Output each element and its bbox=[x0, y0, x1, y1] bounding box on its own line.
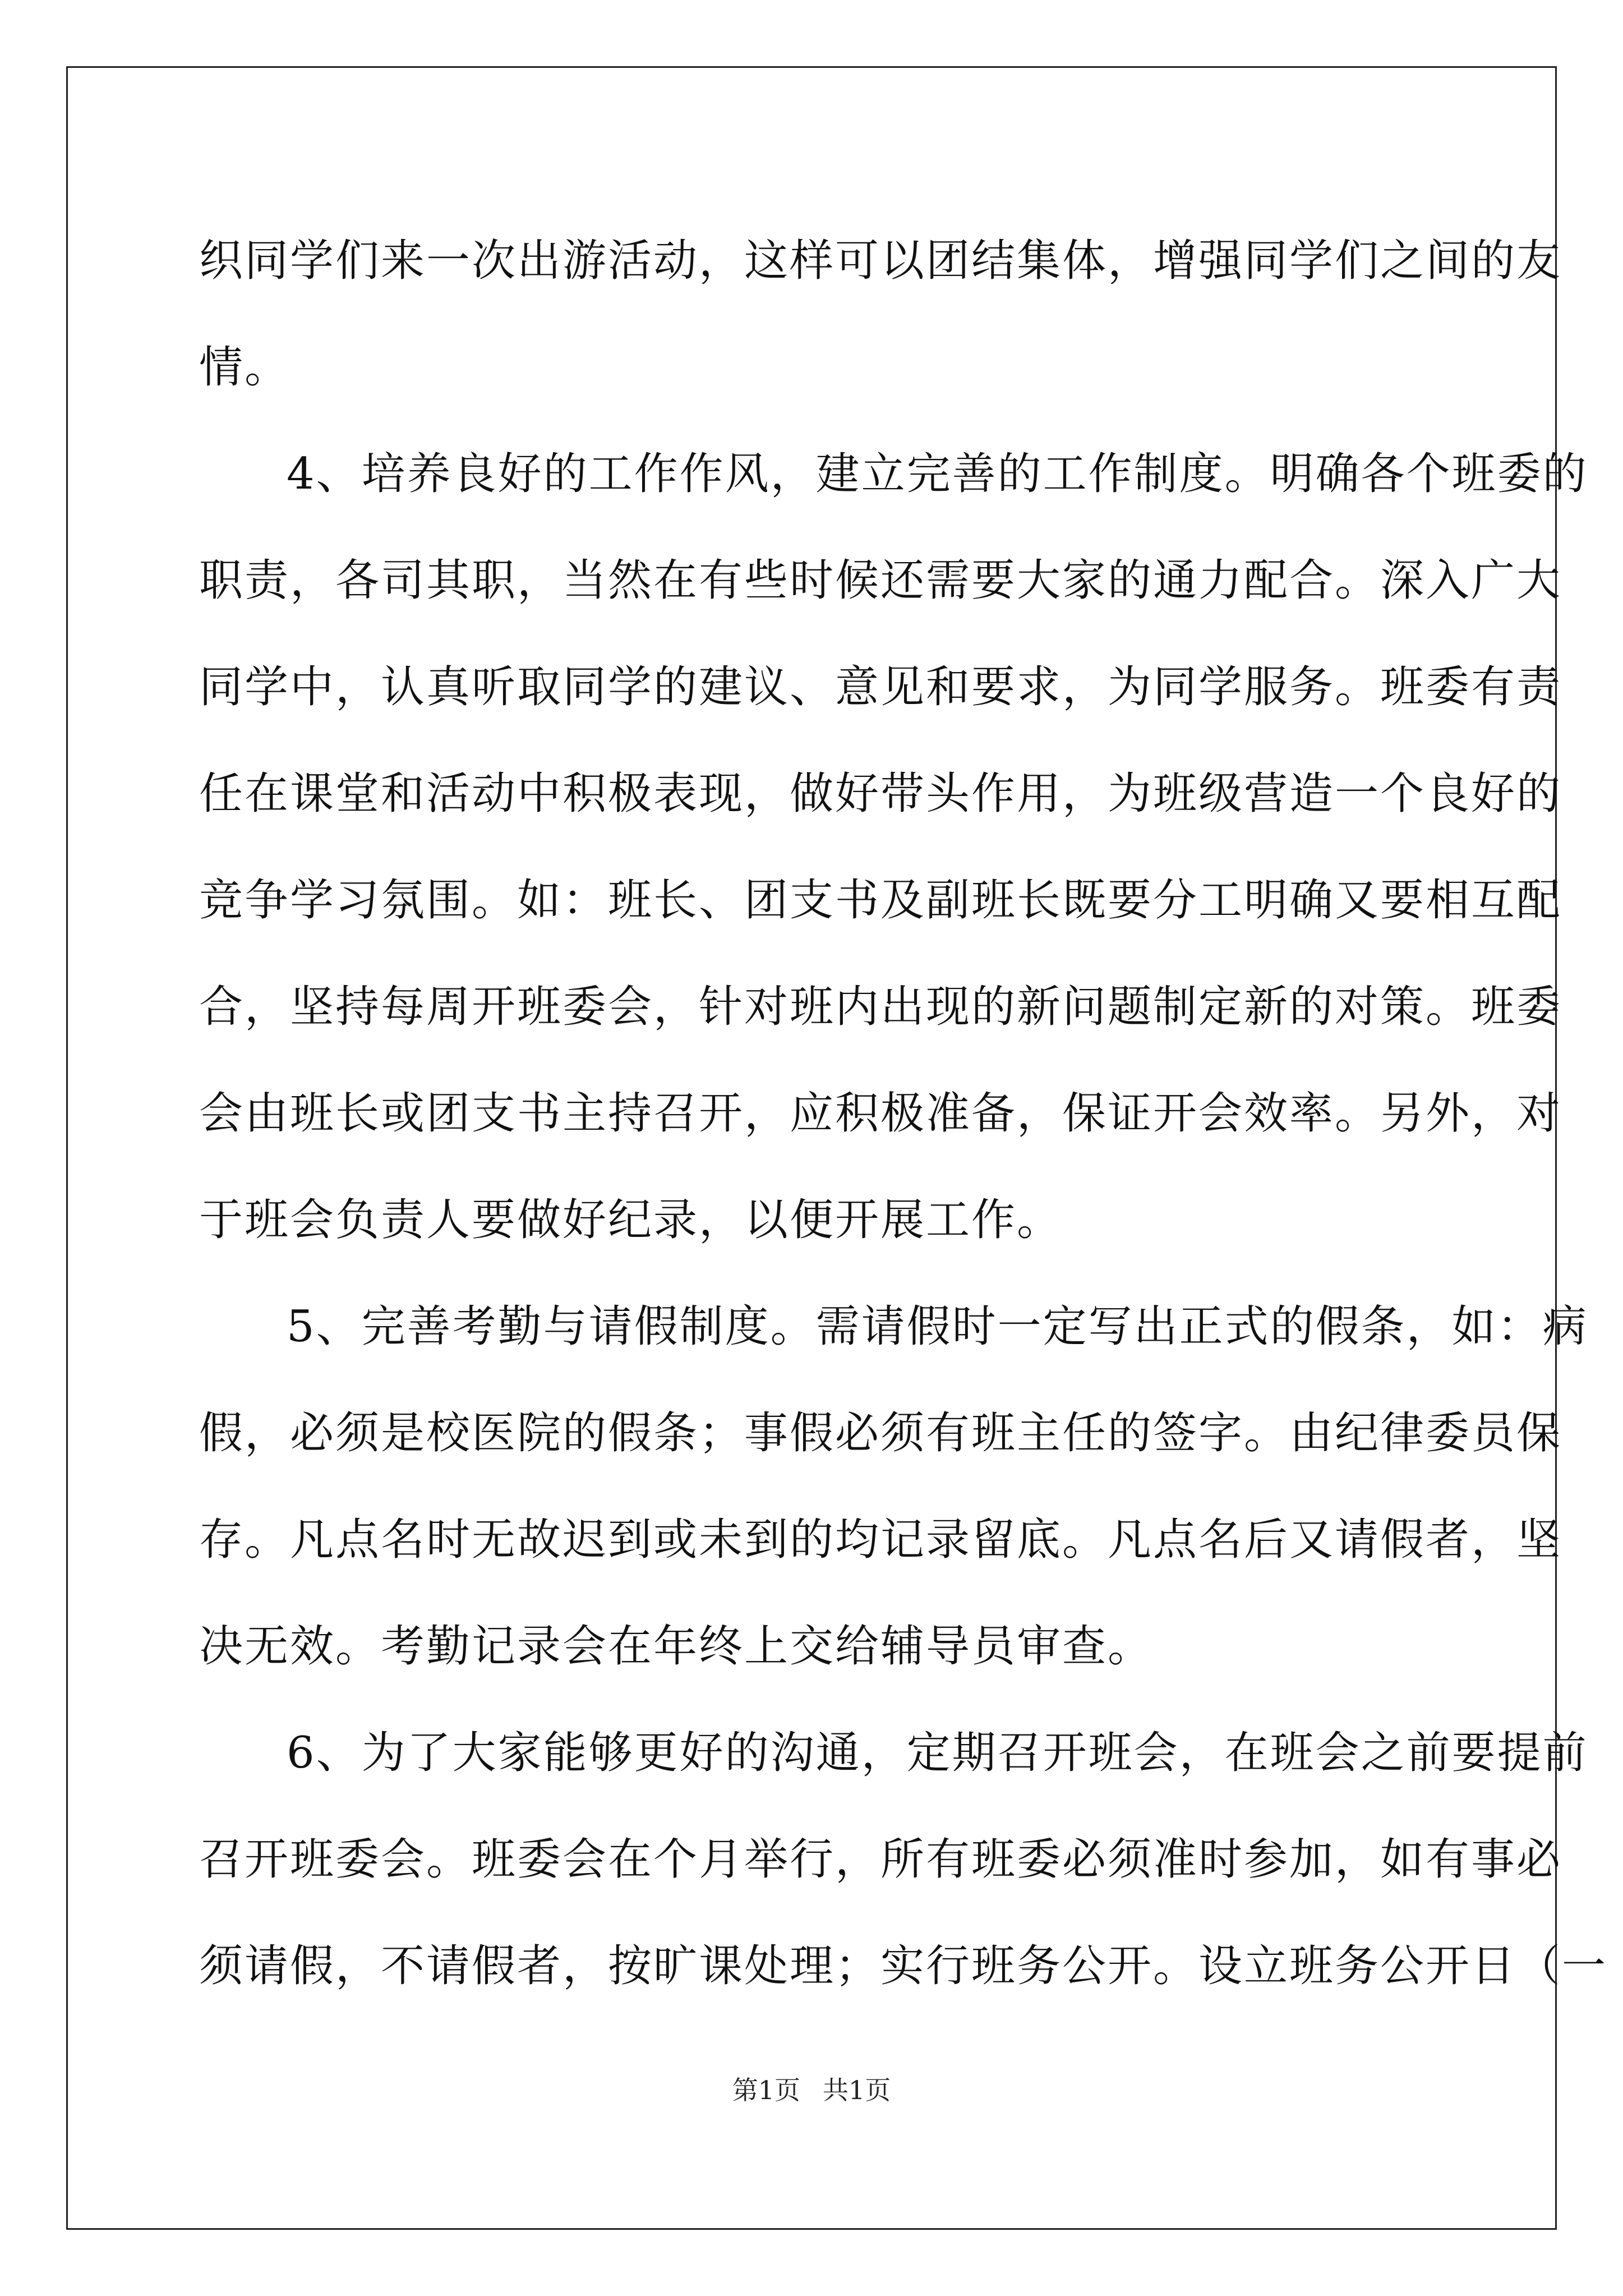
text-line: 合，坚持每周开班委会，针对班内出现的新问题制定新的对策。班委 bbox=[199, 982, 1562, 1032]
text-line: 4、培养良好的工作作风，建立完善的工作制度。明确各个班委的 bbox=[287, 449, 1588, 499]
page-number: 第1页 bbox=[732, 2075, 800, 2105]
text-line: 同学中，认真听取同学的建议、意见和要求，为同学服务。班委有责 bbox=[199, 662, 1562, 712]
text-line: 5、完善考勤与请假制度。需请假时一定写出正式的假条，如：病 bbox=[287, 1301, 1588, 1352]
text-line: 织同学们来一次出游活动，这样可以团结集体，增强同学们之间的友 bbox=[199, 236, 1562, 286]
text-line: 决无效。考勤记录会在年终上交给辅导员审查。 bbox=[199, 1621, 1154, 1672]
text-line: 假，必须是校医院的假条；事假必须有班主任的签字。由纪律委员保 bbox=[199, 1408, 1562, 1458]
text-line: 于班会负责人要做好纪录，以便开展工作。 bbox=[199, 1195, 1063, 1245]
text-line: 6、为了大家能够更好的沟通，定期召开班会，在班会之前要提前 bbox=[287, 1728, 1588, 1778]
document-body bbox=[199, 208, 1608, 2019]
text-line: 召开班委会。班委会在个月举行，所有班委必须准时参加，如有事必 bbox=[199, 1834, 1562, 1885]
text-line: 须请假，不请假者，按旷课处理；实行班务公开。设立班务公开日（一 bbox=[199, 1941, 1608, 1991]
text-line: 竞争学习氛围。如：班长、团支书及副班长既要分工明确又要相互配 bbox=[199, 875, 1562, 926]
text-line: 会由班长或团支书主持召开，应积极准备，保证开会效率。另外，对 bbox=[199, 1088, 1562, 1139]
text-line: 情。 bbox=[199, 342, 291, 393]
text-line: 职责，各司其职，当然在有些时候还需要大家的通力配合。深入广大 bbox=[199, 555, 1562, 606]
page-footer bbox=[0, 2070, 1623, 2107]
page-total: 共1页 bbox=[823, 2075, 891, 2105]
text-line: 任在课堂和活动中积极表现，做好带头作用，为班级营造一个良好的 bbox=[199, 769, 1562, 819]
text-line: 存。凡点名时无故迟到或未到的均记录留底。凡点名后又请假者，坚 bbox=[199, 1515, 1562, 1565]
